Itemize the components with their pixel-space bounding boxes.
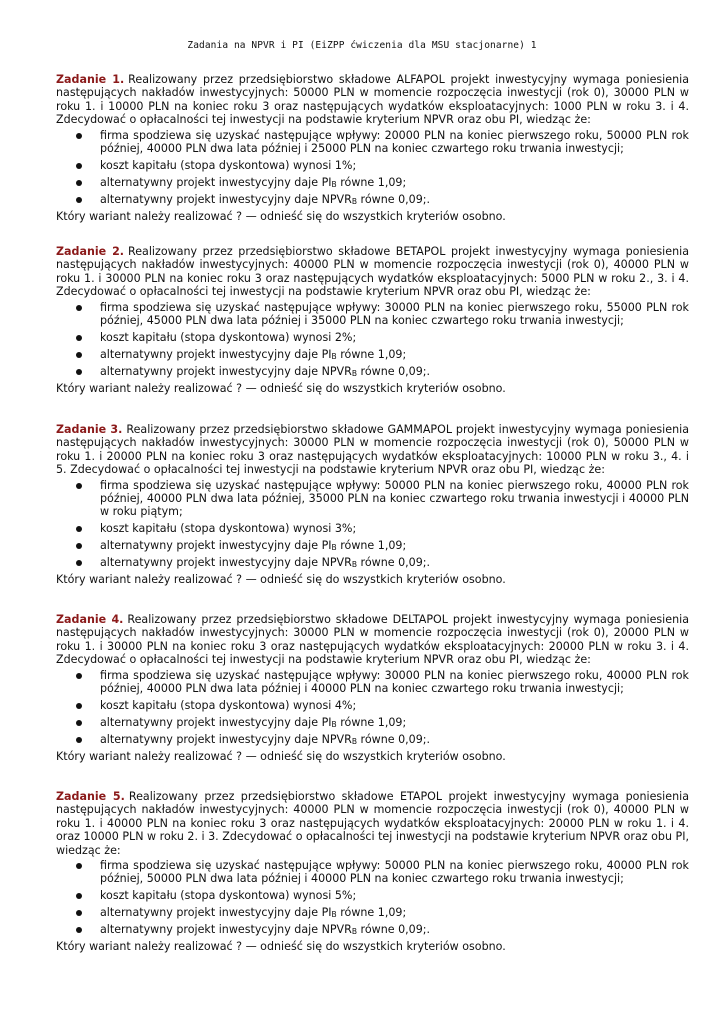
task-question: Który wariant należy realizować ? — odnieść się do wszystkich kryteriów osobno. <box>56 210 506 224</box>
task-conditions <box>56 859 689 937</box>
bullet-icon <box>76 526 82 532</box>
bullet-icon <box>76 560 82 566</box>
bullet-text: koszt kapitału (stopa dyskontowa) wynosi 4%; <box>100 699 357 713</box>
task-question: Który wariant należy realizować ? — odnieść się do wszystkich kryteriów osobno. <box>56 750 506 764</box>
list-item <box>56 906 689 919</box>
list-item <box>56 159 689 172</box>
task-intro <box>56 73 689 127</box>
task-title: Zadanie 3. <box>56 423 123 436</box>
bullet-icon <box>76 543 82 549</box>
task-4 <box>56 613 689 763</box>
task-conditions <box>56 129 689 207</box>
task-title: Zadanie 4. <box>56 613 124 626</box>
list-item <box>56 889 689 902</box>
task-conditions <box>56 669 689 747</box>
bullet-text: alternatywny projekt inwestycyjny daje $NPVR_B$ równe 0,09;. <box>100 365 431 379</box>
task-intro <box>56 423 689 477</box>
bullet-text: alternatywny projekt inwestycyjny daje $NPVR_B$ równe 0,09;. <box>100 923 431 937</box>
bullet-icon <box>76 197 82 203</box>
list-item <box>56 193 689 206</box>
list-item <box>56 301 689 328</box>
bullet-icon <box>76 180 82 186</box>
list-item <box>56 479 689 519</box>
bullet-icon <box>76 910 82 916</box>
task-3 <box>56 423 689 587</box>
task-2 <box>56 245 689 395</box>
list-item <box>56 539 689 552</box>
task-text: Realizowany przez przedsiębiorstwo składowe BETAPOL projekt inwestycyjny wymaga poniesienia następujących nakładów inwestycyjnych: 40000 PLN w momencie rozpoczęcia inwestycji (rok 0), 40000 PLN w roku 1. i 30000 PLN na koniec roku 3 oraz następujących wydatków eksploatacyjnych: 5000 PLN w roku 2., 3. i 4. Zdecydować o opłacalności tej inwestycji na podstawie kryterium NPVR oraz obu PI, wiedząc że: <box>56 245 689 299</box>
task-title: Zadanie 1. <box>56 73 125 86</box>
task-5 <box>56 790 689 954</box>
task-conditions <box>56 479 689 570</box>
bullet-text: alternatywny projekt inwestycyjny daje $PI_B$ równe 1,09; <box>100 716 407 730</box>
bullet-text: alternatywny projekt inwestycyjny daje $NPVR_B$ równe 0,09;. <box>100 556 431 570</box>
list-item <box>56 522 689 535</box>
page-header: Zadania na NPVR i PI (EiZPP ćwiczenia dla MSU stacjonarne) 1 <box>187 40 537 51</box>
bullet-text: koszt kapitału (stopa dyskontowa) wynosi 1%; <box>100 159 357 173</box>
list-item <box>56 716 689 729</box>
task-text: Realizowany przez przedsiębiorstwo składowe ALFAPOL projekt inwestycyjny wymaga poniesienia następujących nakładów inwestycyjnych: 50000 PLN w momencie rozpoczęcia inwestycji (rok 0), 30000 PLN w roku 1. i 10000 PLN na koniec roku 3 oraz następujących wydatków eksploatacyjnych: 1000 PLN w roku 3. i 4. Zdecydować o opłacalności tej inwestycji na podstawie kryterium NPVR oraz obu PI, wiedząc że: <box>56 73 689 127</box>
task-text: Realizowany przez przedsiębiorstwo składowe DELTAPOL projekt inwestycyjny wymaga poniesienia następujących nakładów inwestycyjnych: 30000 PLN w momencie rozpoczęcia inwestycji (rok 0), 20000 PLN w roku 1. i 30000 PLN na koniec roku 3 oraz następujących wydatków eksploatacyjnych: 20000 PLN w roku 3. i 4. Zdecydować o opłacalności tej inwestycji na podstawie kryterium NPVR oraz obu PI, wiedząc że: <box>56 613 689 667</box>
bullet-text: firma spodziewa się uzyskać następujące wpływy: 20000 PLN na koniec pierwszego roku, 50000 PLN rok później, 40000 PLN dwa lata później i 25000 PLN na koniec czwartego roku trwania inwestycji; <box>100 128 689 156</box>
bullet-text: koszt kapitału (stopa dyskontowa) wynosi 5%; <box>100 889 357 903</box>
task-question: Który wariant należy realizować ? — odnieść się do wszystkich kryteriów osobno. <box>56 382 506 396</box>
bullet-icon <box>76 483 82 489</box>
bullet-icon <box>76 133 82 139</box>
bullet-text: firma spodziewa się uzyskać następujące wpływy: 50000 PLN na koniec pierwszego roku, 40000 PLN rok później, 50000 PLN dwa lata później i 40000 PLN na koniec czwartego roku trwania inwestycji; <box>100 859 689 886</box>
task-question: Który wariant należy realizować ? — odnieść się do wszystkich kryteriów osobno. <box>56 940 506 954</box>
bullet-text: alternatywny projekt inwestycyjny daje $PI_B$ równe 1,09; <box>100 906 407 920</box>
task-1 <box>56 73 689 223</box>
list-item <box>56 669 689 696</box>
bullet-icon <box>76 163 82 169</box>
bullet-text: firma spodziewa się uzyskać następujące wpływy: 50000 PLN na koniec pierwszego roku, 40000 PLN rok później, 40000 PLN dwa lata później, 35000 PLN na koniec czwartego roku trwania inwestycji i 40000 PLN w roku piątym; <box>100 478 689 519</box>
task-text: Realizowany przez przedsiębiorstwo składowe GAMMAPOL projekt inwestycyjny wymaga poniesienia następujących nakładów inwestycyjnych: 30000 PLN w momencie rozpoczęcia inwestycji (rok 0), 50000 PLN w roku 1. i 20000 PLN na koniec roku 3 oraz następujących wydatków eksploatacyjnych: 10000 PLN w roku 3., 4. i 5. Zdecydować o opłacalności tej inwestycji na podstawie kryterium NPVR oraz obu PI, wiedząc że: <box>56 423 689 477</box>
bullet-icon <box>76 927 82 933</box>
bullet-icon <box>76 352 82 358</box>
bullet-text: firma spodziewa się uzyskać następujące wpływy: 30000 PLN na koniec pierwszego roku, 40000 PLN rok później, 40000 PLN dwa lata później i 40000 PLN na koniec czwartego roku trwania inwestycji; <box>100 668 689 696</box>
bullet-icon <box>76 369 82 375</box>
bullet-text: alternatywny projekt inwestycyjny daje $NPVR_B$ równe 0,09;. <box>100 733 431 747</box>
task-question: Który wariant należy realizować ? — odnieść się do wszystkich kryteriów osobno. <box>56 573 506 587</box>
bullet-text: koszt kapitału (stopa dyskontowa) wynosi 2%; <box>100 331 357 345</box>
bullet-text: alternatywny projekt inwestycyjny daje $PI_B$ równe 1,09; <box>100 348 407 362</box>
bullet-icon <box>76 893 82 899</box>
list-item <box>56 176 689 189</box>
task-intro <box>56 245 689 299</box>
bullet-text: alternatywny projekt inwestycyjny daje $PI_B$ równe 1,09; <box>100 539 407 553</box>
task-title: Zadanie 2. <box>56 245 125 258</box>
task-conditions <box>56 301 689 379</box>
bullet-icon <box>76 673 82 679</box>
task-intro <box>56 613 689 667</box>
list-item <box>56 331 689 344</box>
bullet-icon <box>76 720 82 726</box>
list-item <box>56 699 689 712</box>
bullet-icon <box>76 703 82 709</box>
list-item <box>56 348 689 361</box>
list-item <box>56 556 689 569</box>
bullet-icon <box>76 737 82 743</box>
list-item <box>56 733 689 746</box>
list-item <box>56 859 689 886</box>
list-item <box>56 923 689 936</box>
list-item <box>56 129 689 156</box>
list-item <box>56 365 689 378</box>
bullet-text: alternatywny projekt inwestycyjny daje $NPVR_B$ równe 0,09;. <box>100 193 431 207</box>
task-title: Zadanie 5. <box>56 790 125 803</box>
bullet-text: firma spodziewa się uzyskać następujące wpływy: 30000 PLN na koniec pierwszego roku, 55000 PLN rok później, 45000 PLN dwa lata później i 35000 PLN na koniec czwartego roku trwania inwestycji; <box>100 300 689 328</box>
task-text: Realizowany przez przedsiębiorstwo składowe ETAPOL projekt inwestycyjny wymaga poniesienia następujących nakładów inwestycyjnych: 40000 PLN w momencie rozpoczęcia inwestycji (rok 0), 40000 PLN w roku 1. i 40000 PLN na koniec roku 3 oraz następujących wydatków eksploatacyjnych: 20000 PLN w roku 1. i 4. oraz 10000 PLN w roku 2. i 3. Zdecydować o opłacalności tej inwestycji na podstawie kryterium NPVR oraz obu PI, wiedząc że: <box>56 790 689 857</box>
bullet-icon <box>76 863 82 869</box>
task-intro <box>56 790 689 857</box>
bullet-icon <box>76 305 82 311</box>
bullet-text: koszt kapitału (stopa dyskontowa) wynosi 3%; <box>100 522 357 536</box>
bullet-icon <box>76 335 82 341</box>
bullet-text: alternatywny projekt inwestycyjny daje $PI_B$ równe 1,09; <box>100 176 407 190</box>
